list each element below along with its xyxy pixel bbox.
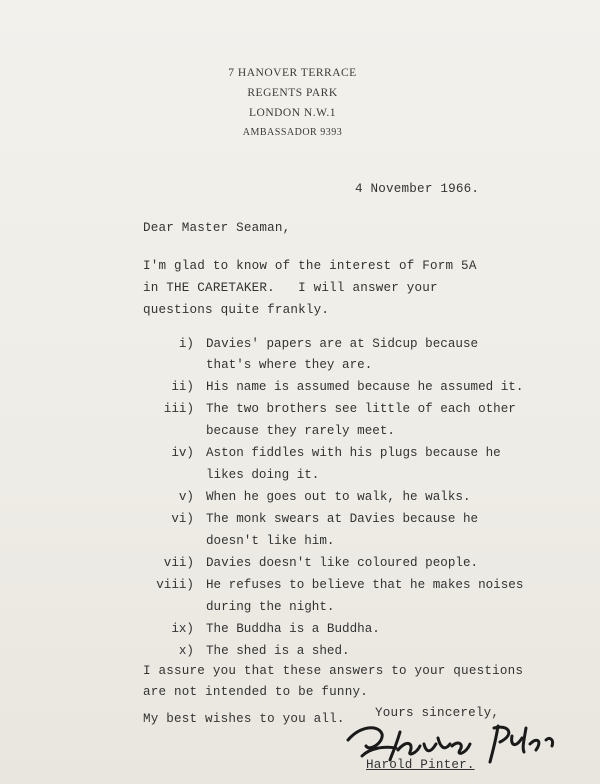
intro-line: I'm glad to know of the interest of Form 5A <box>143 259 477 273</box>
item-number: ii) <box>171 380 194 394</box>
address-line-2: REGENTS PARK <box>247 87 338 99</box>
item-text: Aston fiddles with his plugs because he <box>206 446 501 460</box>
intro-line: questions quite frankly. <box>143 303 330 317</box>
item-text: because they rarely meet. <box>206 424 395 438</box>
item-number: iv) <box>171 446 194 460</box>
item-text: He refuses to believe that he makes noises <box>206 578 524 592</box>
conclusion-line: I assure you that these answers to your questions <box>143 664 524 678</box>
salutation: Dear Master Seaman, <box>143 221 291 235</box>
typed-name: Harold Pinter. <box>366 758 475 772</box>
item-text: likes doing it. <box>206 468 320 482</box>
item-text: during the night. <box>206 600 335 614</box>
item-number: vii) <box>163 556 194 570</box>
item-text: doesn't like him. <box>206 534 335 548</box>
item-number: ix) <box>171 622 194 636</box>
item-text: The two brothers see little of each other <box>206 402 516 416</box>
address-line-1: 7 HANOVER TERRACE <box>228 67 357 79</box>
best-wishes: My best wishes to you all. <box>143 712 345 726</box>
item-number: i) <box>178 337 194 351</box>
item-text: that's where they are. <box>206 358 373 372</box>
address-line-3: LONDON N.W.1 <box>248 107 337 119</box>
item-text: When he goes out to walk, he walks. <box>206 490 471 504</box>
item-text: Davies doesn't like coloured people. <box>206 556 479 570</box>
closing: Yours sincerely, <box>375 706 500 720</box>
item-text: The Buddha is a Buddha. <box>206 622 380 636</box>
item-number: vi) <box>171 512 194 526</box>
item-text: The monk swears at Davies because he <box>206 512 479 526</box>
item-number: iii) <box>163 402 194 416</box>
item-number: x) <box>178 644 194 658</box>
item-text: Davies' papers are at Sidcup because <box>206 337 479 351</box>
item-number: viii) <box>156 578 194 592</box>
item-number: v) <box>178 490 194 504</box>
letterhead <box>210 63 375 143</box>
letter-date: 4 November 1966. <box>355 182 480 196</box>
item-text: The shed is a shed. <box>206 644 350 658</box>
item-text: His name is assumed because he assumed it. <box>206 380 524 394</box>
conclusion-line: are not intended to be funny. <box>143 685 368 699</box>
phone-line: AMBASSADOR 9393 <box>242 127 343 138</box>
intro-line: in THE CARETAKER. I will answer your <box>143 281 438 295</box>
